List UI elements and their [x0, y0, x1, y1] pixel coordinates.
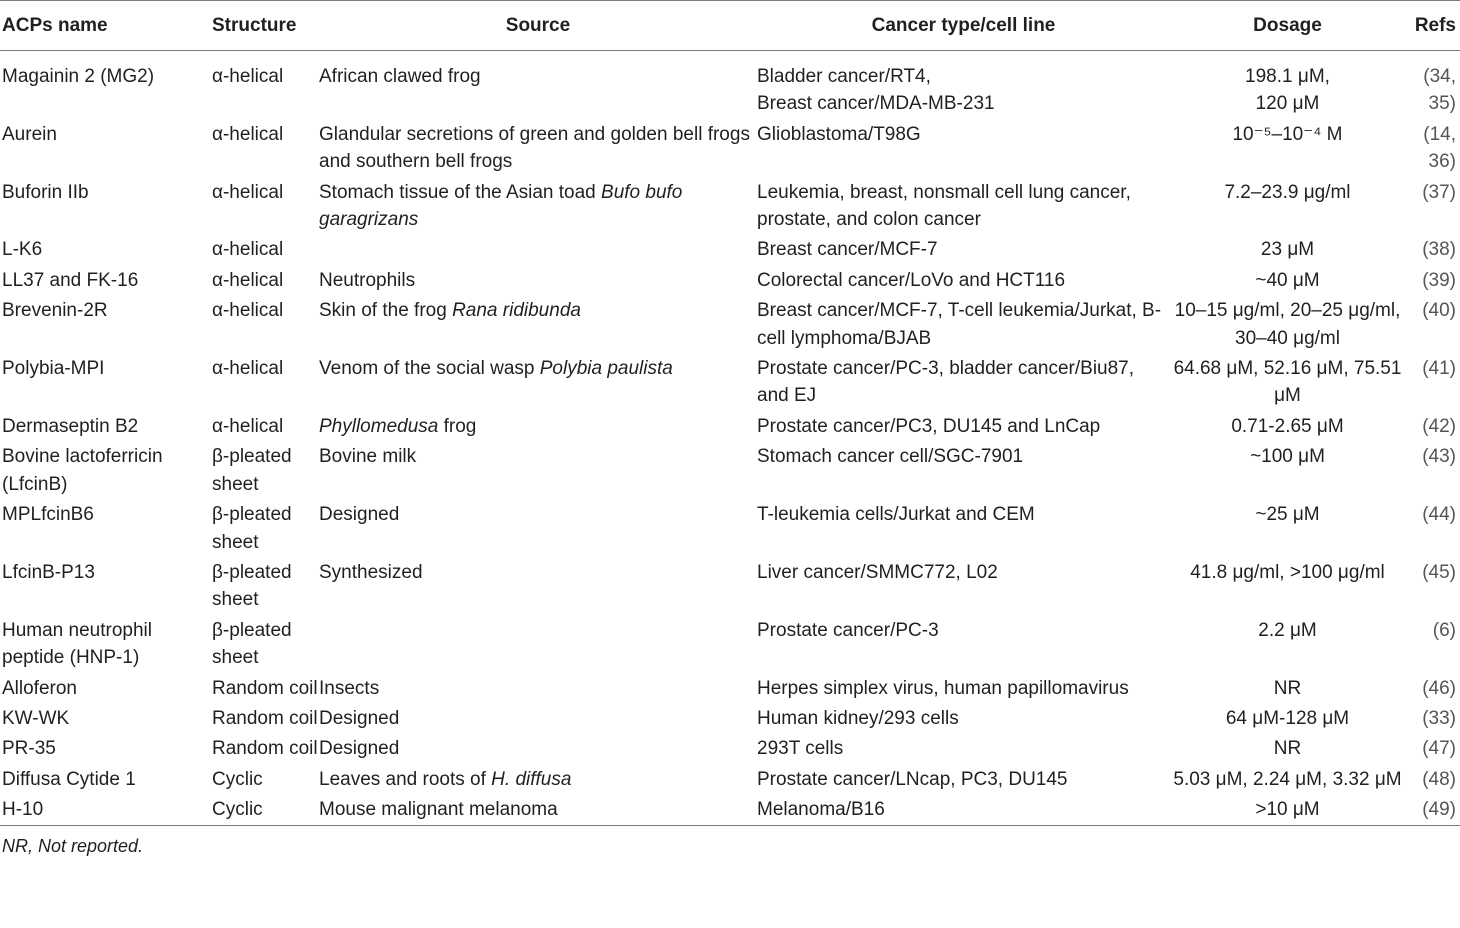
- cell-refs: (40): [1422, 300, 1456, 322]
- cell-refs: (38): [1422, 239, 1456, 261]
- table-row: [0, 176, 1460, 234]
- cell-source: Synthesized: [319, 561, 423, 583]
- header-refs: Refs: [1414, 15, 1456, 36]
- cell-cancer-type: Breast cancer/MCF-7, T-cell leukemia/Jurkat, B-cell lymphoma/BJAB: [757, 300, 1162, 349]
- cell-acp-name: Polybia-MPI: [2, 358, 105, 380]
- table-row: [0, 556, 1460, 614]
- cell-dosage: ~100 μM: [1250, 446, 1325, 468]
- cell-dosage: NR: [1273, 677, 1302, 699]
- cell-refs: (45): [1422, 561, 1456, 583]
- cell-cancer-type: Glioblastoma/T98G: [757, 123, 921, 145]
- cell-structure: β-pleated sheet: [212, 504, 292, 553]
- cell-structure: Cyclic: [212, 799, 263, 821]
- cell-cancer-type: Bladder cancer/RT4, Breast cancer/MDA-MB-231: [757, 66, 995, 115]
- table-row: [0, 440, 1460, 498]
- cell-acp-name: LL37 and FK-16: [2, 269, 139, 291]
- cell-structure: α-helical: [212, 66, 284, 87]
- header-source: Source: [505, 15, 571, 36]
- header-cancer-type: Cancer type/cell line: [871, 15, 1056, 36]
- table-row: [0, 672, 1460, 702]
- cell-structure: α-helical: [212, 358, 284, 380]
- cell-structure: Random coil: [212, 707, 318, 729]
- cell-cancer-type: 293T cells: [757, 738, 844, 760]
- cell-dosage: ~25 μM: [1255, 504, 1320, 526]
- table-body: [0, 51, 1460, 825]
- cell-dosage: 10⁻⁵–10⁻⁴ M: [1232, 123, 1343, 145]
- cell-refs: (39): [1422, 269, 1456, 291]
- cell-acp-name: Brevenin-2R: [2, 300, 108, 322]
- table-row: [0, 264, 1460, 294]
- table-row: [0, 410, 1460, 440]
- cell-structure: α-helical: [212, 300, 284, 322]
- cell-dosage: ~40 μM: [1255, 269, 1320, 291]
- cell-acp-name: Bovine lactoferricin (LfcinB): [2, 446, 163, 495]
- cell-cancer-type: Prostate cancer/PC-3: [757, 619, 939, 641]
- cell-acp-name: L-K6: [2, 239, 43, 261]
- table-row: [0, 294, 1460, 352]
- cell-cancer-type: Prostate cancer/PC-3, bladder cancer/Biu87, and EJ: [757, 358, 1135, 407]
- cell-structure: Random coil: [212, 677, 318, 699]
- table-footnote: NR, Not reported.: [2, 835, 144, 856]
- table-row: [0, 732, 1460, 762]
- cell-structure: α-helical: [212, 181, 284, 203]
- cell-source: Neutrophils: [319, 269, 416, 291]
- cell-source: Designed: [319, 504, 400, 526]
- cell-cancer-type: Human kidney/293 cells: [757, 707, 959, 729]
- cell-source: Venom of the social wasp Polybia paulista: [319, 358, 673, 380]
- cell-cancer-type: Liver cancer/SMMC772, L02: [757, 561, 998, 583]
- header-acps-name: ACPs name: [2, 15, 108, 36]
- cell-cancer-type: Stomach cancer cell/SGC-7901: [757, 446, 1024, 468]
- table-row: [0, 702, 1460, 732]
- cell-acp-name: KW-WK: [2, 707, 70, 729]
- cell-dosage: 64 μM-128 μM: [1225, 707, 1350, 729]
- cell-source: Designed: [319, 707, 400, 729]
- cell-acp-name: Human neutrophil peptide (HNP-1): [2, 619, 152, 669]
- cell-source: Bovine milk: [319, 446, 417, 468]
- cell-cancer-type: Melanoma/B16: [757, 799, 885, 821]
- cell-acp-name: Magainin 2 (MG2): [2, 66, 155, 87]
- cell-cancer-type: Breast cancer/MCF-7: [757, 239, 938, 261]
- cell-refs: (6): [1432, 619, 1456, 641]
- cell-source: Phyllomedusa frog: [319, 415, 477, 437]
- table-row: [0, 498, 1460, 556]
- cell-source: [319, 614, 757, 672]
- cell-structure: β-pleated sheet: [212, 561, 292, 611]
- cell-dosage: 10–15 μg/ml, 20–25 μg/ml, 30–40 μg/ml: [1174, 300, 1401, 349]
- cell-dosage: NR: [1273, 738, 1302, 760]
- table-row: [0, 233, 1460, 263]
- cell-refs: (34, 35): [1423, 66, 1456, 115]
- cell-structure: Cyclic: [212, 768, 263, 790]
- cell-refs: (49): [1422, 799, 1456, 821]
- cell-source: Insects: [319, 677, 380, 699]
- cell-refs: (33): [1422, 707, 1456, 729]
- cell-dosage: 41.8 μg/ml, >100 μg/ml: [1190, 561, 1385, 583]
- cell-structure: α-helical: [212, 123, 284, 145]
- cell-acp-name: PR-35: [2, 738, 56, 760]
- cell-structure: α-helical: [212, 415, 284, 437]
- cell-dosage: 2.2 μM: [1258, 619, 1317, 641]
- cell-dosage: 64.68 μM, 52.16 μM, 75.51 μM: [1173, 358, 1402, 407]
- cell-refs: (42): [1422, 415, 1456, 437]
- cell-source: [319, 233, 757, 263]
- cell-source: Stomach tissue of the Asian toad Bufo bufo garagrizans: [319, 181, 683, 231]
- cell-cancer-type: Prostate cancer/PC3, DU145 and LnCap: [757, 415, 1101, 437]
- table-row: [0, 614, 1460, 672]
- cell-dosage: 198.1 μM, 120 μM: [1245, 66, 1330, 115]
- cell-source: Leaves and roots of H. diffusa: [319, 768, 572, 790]
- cell-structure: β-pleated sheet: [212, 446, 292, 495]
- cell-acp-name: Dermaseptin B2: [2, 415, 139, 437]
- cell-source: Skin of the frog Rana ridibunda: [319, 300, 581, 322]
- header-dosage: Dosage: [1253, 15, 1322, 36]
- cell-dosage: 7.2–23.9 μg/ml: [1224, 181, 1351, 203]
- cell-cancer-type: T-leukemia cells/Jurkat and CEM: [757, 504, 1035, 526]
- cell-cancer-type: Herpes simplex virus, human papillomavirus: [757, 677, 1129, 699]
- cell-refs: (43): [1422, 446, 1456, 468]
- cell-acp-name: H-10: [2, 799, 44, 821]
- table-row: [0, 793, 1460, 823]
- cell-refs: (48): [1422, 768, 1456, 790]
- cell-structure: Random coil: [212, 738, 318, 760]
- cell-source: African clawed frog: [319, 66, 481, 87]
- cell-refs: (44): [1422, 504, 1456, 526]
- cell-dosage: 5.03 μM, 2.24 μM, 3.32 μM: [1173, 768, 1402, 790]
- cell-acp-name: Buforin IIb: [2, 181, 89, 203]
- cell-cancer-type: Leukemia, breast, nonsmall cell lung cancer, prostate, and colon cancer: [757, 181, 1131, 231]
- cell-acp-name: Aurein: [2, 123, 57, 145]
- cell-source: Glandular secretions of green and golden bell frogs and southern bell frogs: [319, 123, 750, 173]
- cell-cancer-type: Colorectal cancer/LoVo and HCT116: [757, 269, 1066, 291]
- cell-acp-name: Alloferon: [2, 677, 77, 699]
- cell-dosage: 0.71-2.65 μM: [1231, 415, 1344, 437]
- table-row: [0, 352, 1460, 410]
- cell-dosage: >10 μM: [1255, 799, 1320, 821]
- cell-source: Mouse malignant melanoma: [319, 799, 558, 821]
- cell-refs: (37): [1422, 181, 1456, 203]
- cell-structure: α-helical: [212, 269, 284, 291]
- cell-acp-name: MPLfcinB6: [2, 504, 94, 526]
- cell-refs: (41): [1422, 358, 1456, 380]
- cell-cancer-type: Prostate cancer/LNcap, PC3, DU145: [757, 768, 1068, 790]
- cell-acp-name: Diffusa Cytide 1: [2, 768, 136, 790]
- header-structure: Structure: [212, 15, 297, 36]
- table-header-row: [0, 1, 1460, 50]
- cell-structure: β-pleated sheet: [212, 619, 292, 669]
- cell-refs: (47): [1422, 738, 1456, 760]
- table-row: [0, 118, 1460, 176]
- cell-refs: (14, 36): [1423, 123, 1456, 173]
- table-row: [0, 60, 1460, 118]
- table-bottom-rule: [0, 825, 1460, 826]
- cell-source: Designed: [319, 738, 400, 760]
- cell-structure: α-helical: [212, 239, 284, 261]
- cell-acp-name: LfcinB-P13: [2, 561, 95, 583]
- cell-refs: (46): [1422, 677, 1456, 699]
- table-row: [0, 763, 1460, 793]
- cell-dosage: 23 μM: [1260, 239, 1315, 261]
